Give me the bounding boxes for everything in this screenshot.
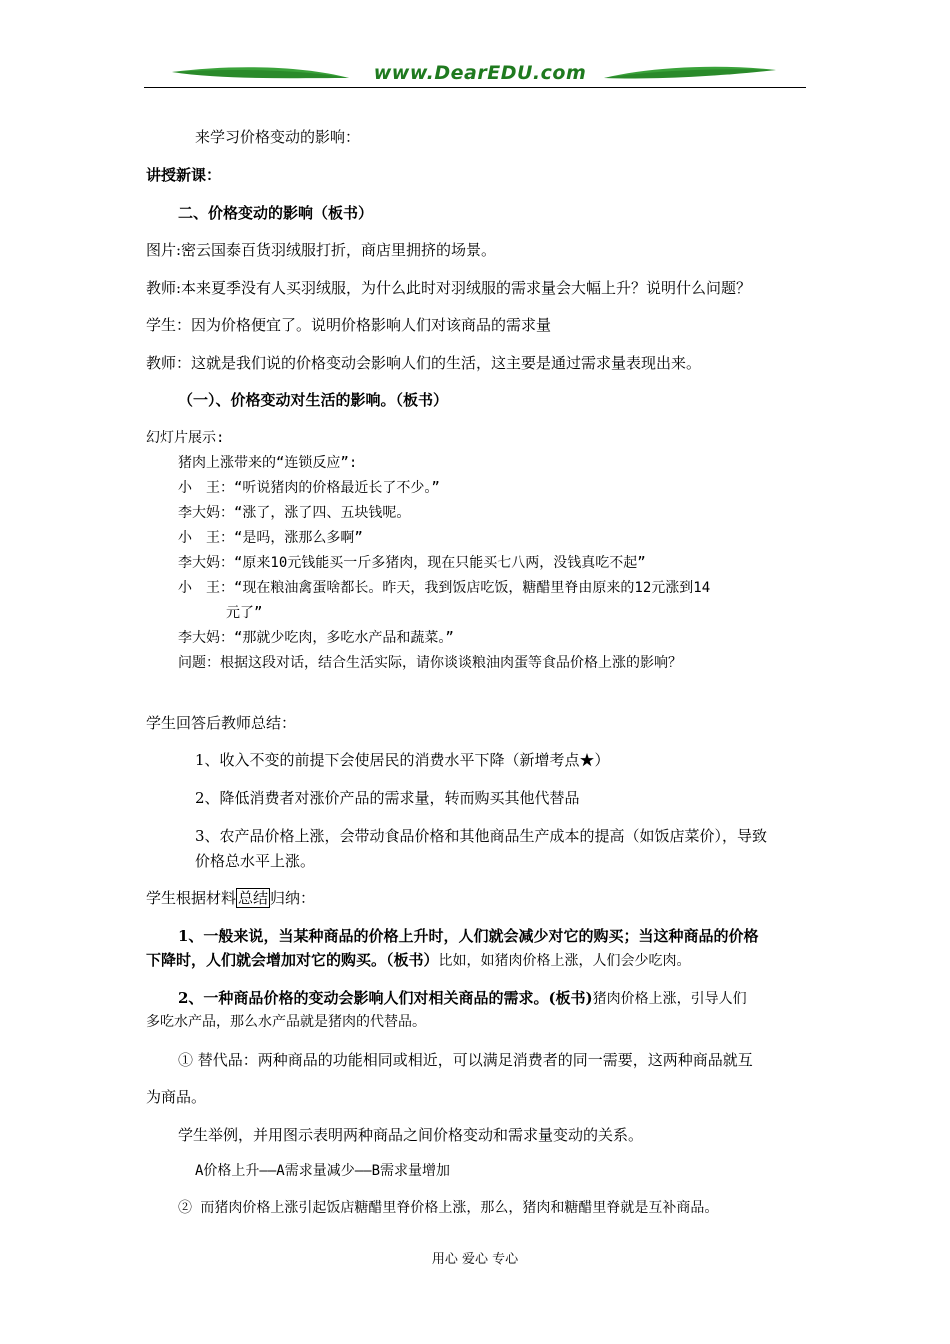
page-footer: 用心 爱心 专心 — [431, 1252, 519, 1267]
text-line — [146, 888, 315, 908]
summary-item: 1、收入不变的前提下会使居民的消费水平下降（新增考点★） — [195, 751, 610, 769]
section-heading: （一）、价格变动对生活的影响。（板书） — [178, 391, 449, 409]
site-logo-text[interactable]: www.DearEDU.com — [373, 62, 587, 84]
text-line — [146, 950, 691, 971]
text-line: 多吃水产品，那么水产品就是猪肉的代替品。 — [146, 1014, 426, 1030]
text-segment: 学生根据材料 — [146, 889, 237, 907]
definition-line: ① 替代品：两种商品的功能相同或相近，可以满足消费者的同一需要，这两种商品就互 — [178, 1051, 753, 1069]
text-line: 学生举例，并用图示表明两种商品之间价格变动和需求量变动的关系。 — [178, 1126, 644, 1144]
slide-label: 幻灯片展示: — [146, 430, 225, 446]
section-heading: 二、价格变动的影响（板书） — [178, 204, 374, 222]
key-point: 下降时，人们就会增加对它的购买。（板书） — [146, 951, 439, 969]
summary-item: 2、降低消费者对涨价产品的需求量，转而购买其他代替品 — [195, 789, 580, 807]
boxed-word: 总结 — [238, 889, 269, 907]
text-line — [178, 988, 747, 1009]
text-line: ② 而猪肉价格上涨引起饭店糖醋里脊价格上涨，那么，猪肉和糖醋里脊就是互补商品。 — [178, 1200, 719, 1216]
dialogue-line: 小 王：“现在粮油禽蛋啥都长。昨天，我到饭店吃饭，糖醋里脊由原来的12元涨到14 — [178, 580, 711, 596]
summary-item: 价格总水平上涨。 — [195, 852, 316, 870]
text-segment: 比如，如猪肉价格上涨，人们会少吃肉。 — [438, 953, 691, 969]
dialogue-line: 元了” — [226, 605, 263, 621]
text-line: 来学习价格变动的影响： — [195, 128, 361, 146]
text-segment: 猪肉价格上涨，引导人们 — [592, 991, 747, 1007]
text-segment: 归纳： — [270, 889, 316, 907]
dialogue-line: 猪肉上涨带来的“连锁反应”: — [178, 455, 358, 471]
key-point: 1、一般来说，当某种商品的价格上升时，人们就会减少对它的购买；当这种商品的价格 — [178, 927, 759, 945]
key-point: 2、一种商品价格的变动会影响人们对相关商品的需求。(板书) — [178, 989, 593, 1007]
text-line: 学生：因为价格便宜了。说明价格影响人们对该商品的需求量 — [146, 316, 552, 334]
dialogue-line: 李大妈：“那就少吃肉，多吃水产品和蔬菜。” — [178, 630, 454, 646]
text-line: 教师：这就是我们说的价格变动会影响人们的生活，这主要是通过需求量表现出来。 — [146, 354, 702, 372]
text-line: 学生回答后教师总结： — [146, 714, 297, 732]
dialogue-line: 李大妈：“涨了，涨了四、五块钱呢。 — [178, 505, 411, 521]
dialogue-line: 小 王：“是吗，涨那么多啊” — [178, 530, 363, 546]
dialogue-line: 小 王：“听说猪肉的价格最近长了不少。” — [178, 480, 440, 496]
section-heading: 讲授新课： — [146, 166, 222, 184]
text-line: 为商品。 — [146, 1088, 207, 1106]
summary-item: 3、农产品价格上涨，会带动食品价格和其他商品生产成本的提高（如饭店菜价），导致 — [195, 827, 768, 845]
dialogue-line: 李大妈：“原来10元钱能买一斤多猪肉，现在只能买七八两，没钱真吃不起” — [178, 555, 646, 571]
text-line: 图片:密云国泰百货羽绒服打折，商店里拥挤的场景。 — [146, 241, 497, 259]
text-line: 教师:本来夏季没有人买羽绒服，为什么此时对羽绒服的需求量会大幅上升？说明什么问题？ — [146, 279, 752, 297]
header-divider — [144, 87, 806, 88]
question-line: 问题：根据这段对话，结合生活实际，请你谈谈粮油肉蛋等食品价格上涨的影响？ — [178, 655, 682, 671]
relation-line: A价格上升——A需求量减少——B需求量增加 — [195, 1163, 451, 1179]
